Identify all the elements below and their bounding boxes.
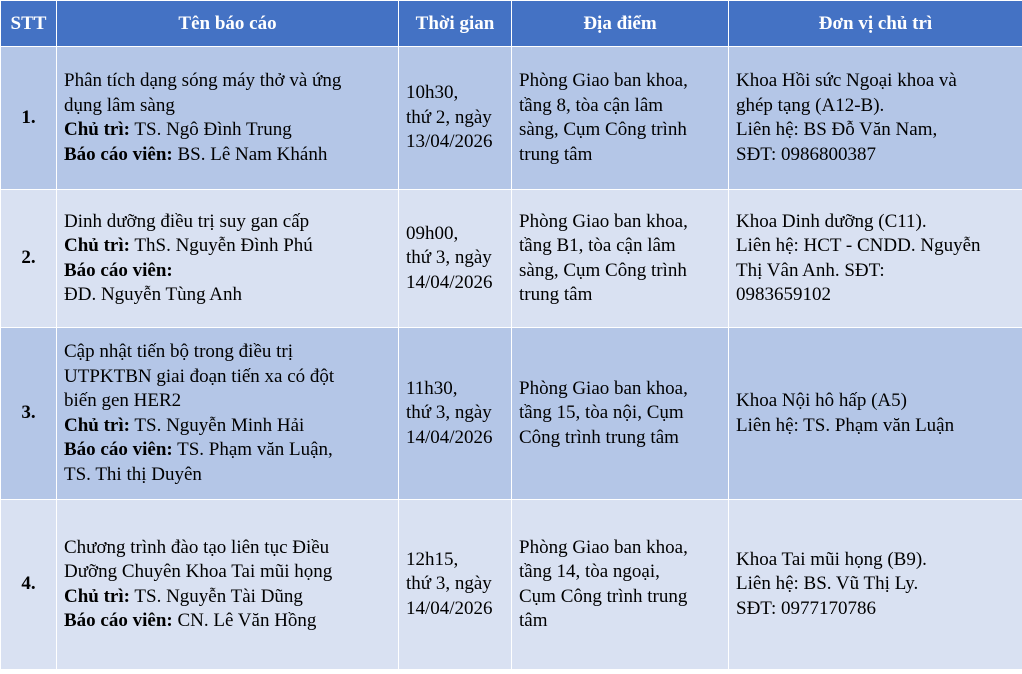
time-line: 12h15, bbox=[406, 548, 459, 570]
chair-line bbox=[64, 585, 391, 610]
speaker-name: TS. Thi thị Duyên bbox=[64, 463, 202, 485]
header-row bbox=[1, 1, 1022, 47]
chair-label: Chủ trì: bbox=[64, 414, 130, 436]
time-line: thứ 2, ngày bbox=[406, 106, 492, 128]
location-line: tâm bbox=[519, 610, 548, 631]
unit-line: Khoa Tai mũi họng (B9). bbox=[736, 548, 927, 570]
time-line: 14/04/2026 bbox=[406, 426, 493, 448]
time-cell bbox=[399, 328, 512, 500]
location-line: Phòng Giao ban khoa, bbox=[519, 210, 688, 232]
report-title-line: Cập nhật tiến bộ trong điều trị bbox=[64, 341, 294, 362]
speaker-name: BS. Lê Nam Khánh bbox=[172, 143, 328, 165]
header-time: Thời gian bbox=[399, 1, 512, 47]
location-line: sàng, Cụm Công trình bbox=[519, 119, 687, 140]
chair-label: Chủ trì: bbox=[64, 119, 130, 140]
chair-label: Chủ trì: bbox=[64, 585, 130, 607]
time-line: thứ 3, ngày bbox=[406, 573, 492, 595]
report-title-line: Phân tích dạng sóng máy thở và ứng bbox=[64, 70, 342, 91]
report-cell bbox=[57, 190, 399, 328]
speaker-label: Báo cáo viên: bbox=[64, 610, 173, 631]
chair-line bbox=[64, 118, 391, 143]
unit-line: Thị Vân Anh. SĐT: bbox=[736, 259, 885, 281]
speaker-label: Báo cáo viên: bbox=[64, 143, 173, 165]
speaker-line bbox=[64, 259, 391, 284]
report-title-line: UTPKTBN giai đoạn tiến xa có đột bbox=[64, 365, 335, 387]
speaker-name: ĐD. Nguyễn Tùng Anh bbox=[64, 284, 243, 305]
report-cell bbox=[57, 500, 399, 670]
location-line: Cụm Công trình trung bbox=[519, 585, 688, 607]
time-line: 13/04/2026 bbox=[406, 131, 493, 153]
chair-name: TS. Nguyễn Tài Dũng bbox=[129, 585, 303, 607]
time-cell bbox=[399, 190, 512, 328]
unit-line: Liên hệ: BS Đỗ Văn Nam, bbox=[736, 119, 938, 140]
speaker-label: Báo cáo viên: bbox=[64, 439, 173, 460]
time-line: 10h30, bbox=[406, 82, 459, 104]
report-title-line: Dinh dưỡng điều trị suy gan cấp bbox=[64, 210, 310, 232]
chair-name: ThS. Nguyễn Đình Phú bbox=[129, 235, 313, 256]
speaker-line bbox=[64, 143, 391, 168]
chair-name: TS. Nguyễn Minh Hải bbox=[129, 414, 305, 436]
chair-line bbox=[64, 234, 391, 259]
unit-cell bbox=[729, 47, 1022, 190]
time-cell bbox=[399, 500, 512, 670]
unit-line: ghép tạng (A12-B). bbox=[736, 94, 885, 116]
location-cell bbox=[512, 190, 729, 328]
header-stt: STT bbox=[1, 1, 57, 47]
time-line: 14/04/2026 bbox=[406, 271, 493, 293]
location-cell bbox=[512, 47, 729, 190]
time-line: 11h30, bbox=[406, 377, 458, 399]
report-cell bbox=[57, 47, 399, 190]
location-line: tầng 14, tòa ngoại, bbox=[519, 561, 660, 582]
table-row bbox=[1, 328, 1022, 500]
report-cell bbox=[57, 328, 399, 500]
row-number: 3. bbox=[1, 328, 57, 500]
location-line: Công trình trung tâm bbox=[519, 426, 679, 448]
row-number: 1. bbox=[1, 47, 57, 190]
location-line: tầng 8, tòa cận lâm bbox=[519, 94, 664, 116]
location-line: Phòng Giao ban khoa, bbox=[519, 377, 688, 399]
report-title-line: biến gen HER2 bbox=[64, 390, 182, 411]
speaker-line bbox=[64, 438, 391, 463]
unit-line: Khoa Hồi sức Ngoại khoa và bbox=[736, 70, 957, 91]
table-row bbox=[1, 47, 1022, 190]
unit-cell bbox=[729, 500, 1022, 670]
location-line: sàng, Cụm Công trình bbox=[519, 259, 687, 281]
chair-label: Chủ trì: bbox=[64, 235, 130, 256]
speaker-name: CN. Lê Văn Hồng bbox=[172, 610, 317, 631]
header-location: Địa điểm bbox=[512, 1, 729, 47]
location-cell bbox=[512, 500, 729, 670]
location-line: trung tâm bbox=[519, 143, 593, 165]
unit-line: 0983659102 bbox=[736, 284, 831, 305]
unit-line: Khoa Dinh dưỡng (C11). bbox=[736, 210, 927, 232]
chair-line bbox=[64, 414, 391, 439]
speaker-line bbox=[64, 609, 391, 634]
header-report-name: Tên báo cáo bbox=[57, 1, 399, 47]
location-line: Phòng Giao ban khoa, bbox=[519, 536, 688, 558]
unit-line: Liên hệ: BS. Vũ Thị Ly. bbox=[736, 573, 919, 595]
speaker-label: Báo cáo viên: bbox=[64, 259, 173, 281]
time-line: thứ 3, ngày bbox=[406, 247, 492, 269]
chair-name: TS. Ngô Đình Trung bbox=[129, 119, 292, 140]
unit-line: SĐT: 0986800387 bbox=[736, 143, 876, 165]
unit-line: Khoa Nội hô hấp (A5) bbox=[736, 390, 907, 411]
location-cell bbox=[512, 328, 729, 500]
table-row bbox=[1, 500, 1022, 670]
report-title-line: Dưỡng Chuyên Khoa Tai mũi họng bbox=[64, 561, 333, 582]
time-line: thứ 3, ngày bbox=[406, 402, 492, 424]
unit-line: Liên hệ: TS. Phạm văn Luận bbox=[736, 414, 955, 436]
table-row bbox=[1, 190, 1022, 328]
row-number: 4. bbox=[1, 500, 57, 670]
unit-line: Liên hệ: HCT - CNDD. Nguyễn bbox=[736, 235, 981, 256]
location-line: tầng 15, tòa nội, Cụm bbox=[519, 402, 684, 424]
location-line: Phòng Giao ban khoa, bbox=[519, 70, 688, 91]
location-line: trung tâm bbox=[519, 284, 593, 305]
unit-cell bbox=[729, 328, 1022, 500]
report-title-line: Chương trình đào tạo liên tục Điều bbox=[64, 536, 330, 558]
speaker-name: TS. Phạm văn Luận, bbox=[172, 439, 333, 460]
time-line: 09h00, bbox=[406, 222, 459, 244]
unit-cell bbox=[729, 190, 1022, 328]
time-cell bbox=[399, 47, 512, 190]
row-number: 2. bbox=[1, 190, 57, 328]
unit-line: SĐT: 0977170786 bbox=[736, 597, 876, 619]
location-line: tầng B1, tòa cận lâm bbox=[519, 235, 676, 256]
report-title-line: dụng lâm sàng bbox=[64, 94, 175, 116]
time-line: 14/04/2026 bbox=[406, 597, 493, 619]
header-unit: Đơn vị chủ trì bbox=[729, 1, 1022, 47]
